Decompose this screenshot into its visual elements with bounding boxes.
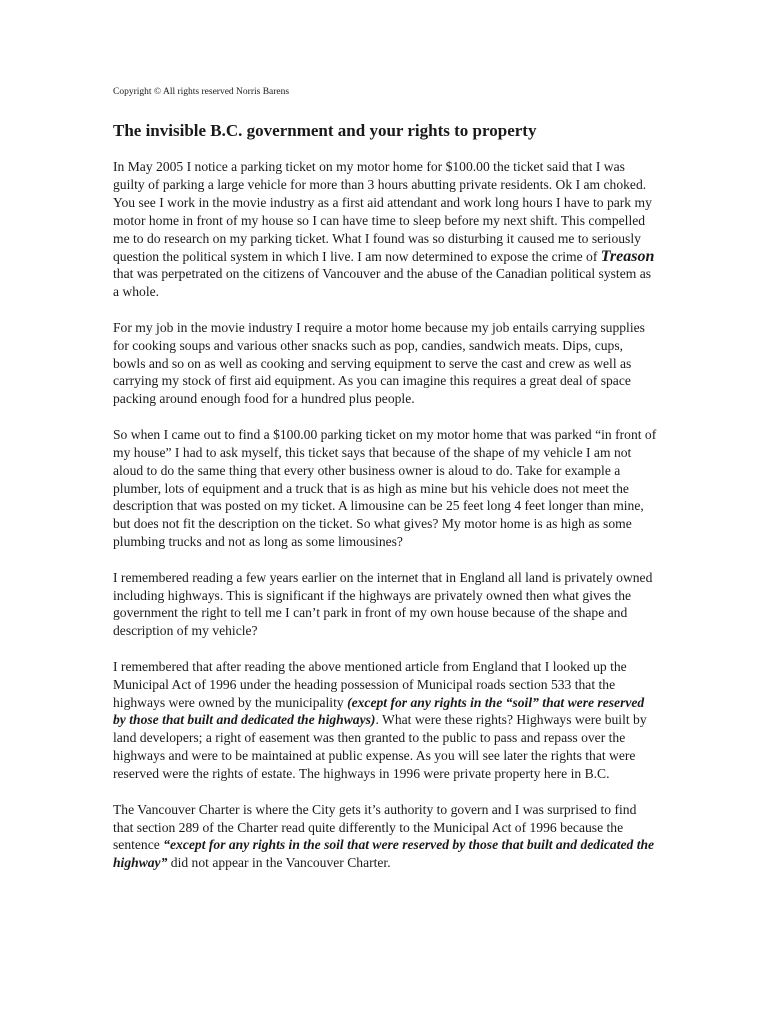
paragraph-5-text-c: . What were these rights? Highways were built by land developers; a right of easement was then granted to the public to pass and repass over the highways and were to be maintained at public expense. As you will see later the rights that were reserved were the rights of estate. The highways in 1996 were private property here in B.C. (113, 712, 647, 782)
municipal-act-quote: (except for any rights in the “soil” that were reserved by those that built and dedicated the highways) (113, 694, 645, 728)
paragraph-1-text-c: that was perpetrated on the citizens of Vancouver and the abuse of the Canadian political system as a whole. (113, 266, 652, 300)
paragraph-3: So when I came out to find a $100.00 parking ticket on my motor home that was parked “in front of my house” I had to ask myself, this ticket says that because of the shape of my vehicle I am not aloud to do the same thing that every other business owner is aloud to do. Take for example a plumber, lots of equipment and a truck that is as high as mine but his vehicle does not meet the description that was posted on my ticket. A limousine can be 25 feet long 4 feet longer than mine, but does not fit the description on the ticket. So what gives? My motor home is as high as some plumbing trucks and not as long as some limousines? (113, 426, 657, 550)
paragraph-6-text-a: The Vancouver Charter is where the City gets it’s authority to govern and I was surprised to find that section 289 of the Charter read quite differently to the Municipal Act of 1996 because the sentence (113, 801, 637, 853)
paragraph-6 (113, 801, 658, 873)
paragraph-1 (113, 158, 658, 301)
paragraph-2: For my job in the movie industry I require a motor home because my job entails carrying supplies for cooking soups and various other snacks such as pop, candies, sandwich meats. Dips, cups, bowls and so on as well as cooking and serving equipment to serve the cast and crew as well as carrying my stock of first aid equipment. As you can imagine this requires a great deal of space packing around enough food for a hundred plus people. (113, 319, 645, 407)
paragraph-1-text-a: In May 2005 I notice a parking ticket on my motor home for $100.00 the ticket said that I was guilty of parking a large vehicle for more than 3 hours abutting private residents. Ok I am choked. You see I work in the movie industry as a first aid attendant and work long hours I have to park my motor home in front of my house so I can have time to sleep before my next shift. This compelled me to do research on my parking ticket. What I found was so disturbing it caused me to seriously question the political system in which I live. I am now determined to expose the crime of (113, 159, 652, 264)
paragraph-5 (113, 658, 658, 783)
treason-emphasis: Treason (600, 247, 655, 265)
paragraph-5-text-a: I remembered that after reading the above mentioned article from England that I looked up the Municipal Act of 1996 under the heading possession of Municipal roads section 533 that the highways were owned by the municipality (113, 658, 627, 710)
charter-quote: “except for any rights in the soil that were reserved by those that built and dedicated the highway” (113, 837, 655, 871)
paragraph-6-text-c: did not appear in the Vancouver Charter. (167, 855, 391, 871)
document-page (113, 86, 658, 890)
copyright-notice: Copyright © All rights reserved Norris Barens (113, 87, 290, 97)
paragraph-4: I remembered reading a few years earlier on the internet that in England all land is privately owned including highways. This is significant if the highways are privately owned then what gives the government the right to tell me I can’t park in front of my own house because of the shape and description of my vehicle? (113, 569, 653, 639)
document-title: The invisible B.C. government and your rights to property (113, 121, 537, 140)
